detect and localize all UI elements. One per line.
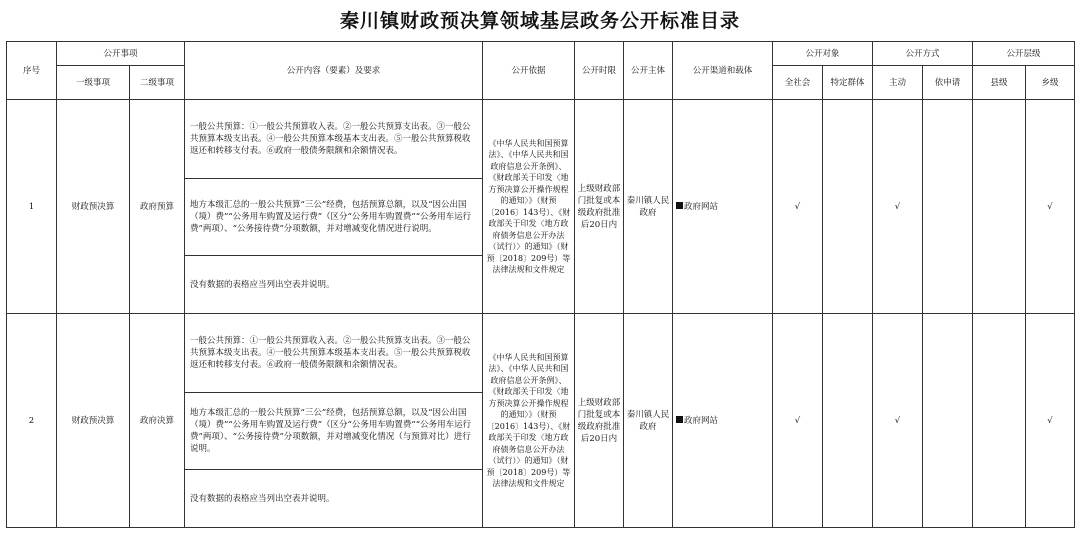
row-specific-group xyxy=(823,314,873,528)
header-object-group: 公开对象 xyxy=(773,42,873,66)
row-all-society: √ xyxy=(773,314,823,528)
header-level2: 二级事项 xyxy=(130,66,185,100)
row-active: √ xyxy=(873,100,923,314)
row-requirement-1: 一般公共预算：①一般公共预算收入表。②一般公共预算支出表。③一般公共预算本级支出表。④一般公共预算本级基本支出表。⑤一般公共预算税收返还和转移支付表。⑥政府一般债务限额和余额情况表。 xyxy=(185,100,483,179)
row-requirement-1: 一般公共预算：①一般公共预算收入表。②一般公共预算支出表。③一般公共预算本级支出表。④一般公共预算本级基本支出表。⑤一般公共预算税收返还和转移支付表。⑥政府一般债务限额和余额情况表。 xyxy=(185,314,483,393)
header-specific-group: 特定群体 xyxy=(823,66,873,100)
header-content: 公开内容（要素）及要求 xyxy=(185,42,483,100)
row-level2: 政府预算 xyxy=(130,100,185,314)
header-method-group: 公开方式 xyxy=(873,42,973,66)
row-township: √ xyxy=(1026,314,1075,528)
row-channel-label: 政府网站 xyxy=(684,201,719,212)
row-specific-group xyxy=(823,100,873,314)
header-subject: 公开主体 xyxy=(624,42,673,100)
page-title: 秦川镇财政预决算领域基层政务公开标准目录 xyxy=(339,10,740,32)
header-row-1 xyxy=(7,42,1075,66)
row-level2: 政府决算 xyxy=(130,314,185,528)
black-square-icon xyxy=(676,416,683,423)
header-on-request: 依申请 xyxy=(923,66,973,100)
header-channel: 公开渠道和载体 xyxy=(673,42,773,100)
header-township: 乡级 xyxy=(1026,66,1075,100)
header-level-group: 公开层级 xyxy=(973,42,1075,66)
header-active: 主动 xyxy=(873,66,923,100)
row-requirement-2: 地方本级汇总的一般公共预算“三公”经费，包括预算总额，以及“因公出国（境）费”“公务用车购置及运行费”（区分“公务用车购置费”“公务用车运行费”两项）、“公务接待费”分项数额，并对增减变化情况（与预算对比）进行说明。 xyxy=(185,393,483,470)
row-on-request xyxy=(923,100,973,314)
row-all-society: √ xyxy=(773,100,823,314)
header-items-group: 公开事项 xyxy=(57,42,185,66)
row-level1: 财政预决算 xyxy=(57,100,130,314)
table-row xyxy=(7,100,1075,179)
row-subject: 秦川镇人民政府 xyxy=(624,100,673,314)
header-time: 公开时限 xyxy=(575,42,624,100)
row-requirement-3: 没有数据的表格应当列出空表并说明。 xyxy=(185,470,483,528)
row-channel xyxy=(673,100,773,314)
table-row xyxy=(7,314,1075,393)
row-time: 上级财政部门批复或本级政府批准后20日内 xyxy=(575,100,624,314)
header-basis: 公开依据 xyxy=(483,42,575,100)
header-county: 县级 xyxy=(973,66,1026,100)
row-on-request xyxy=(923,314,973,528)
row-requirement-2: 地方本级汇总的一般公共预算“三公”经费，包括预算总额，以及“因公出国（境）费”“公务用车购置及运行费”（区分“公务用车购置费”“公务用车运行费”两项）、“公务接待费”分项数额，并对增减变化情况进行说明。 xyxy=(185,179,483,256)
row-subject: 秦川镇人民政府 xyxy=(624,314,673,528)
header-all-society: 全社会 xyxy=(773,66,823,100)
row-active: √ xyxy=(873,314,923,528)
row-level1: 财政预决算 xyxy=(57,314,130,528)
row-basis: 《中华人民共和国预算法》、《中华人民共和国政府信息公开条例》、《财政部关于印发〈地方预决算公开操作规程的通知〉》（财预〔2016〕143号）、《财政部关于印发〈地方政府债务信息公开办法（试行）〉的通知》（财预〔2018〕209号）等法律法规和文件规定 xyxy=(483,100,575,314)
row-channel-label: 政府网站 xyxy=(684,415,719,426)
row-seq: 2 xyxy=(7,314,57,528)
header-level1: 一级事项 xyxy=(57,66,130,100)
standard-catalog-table xyxy=(6,41,1075,528)
row-basis: 《中华人民共和国预算法》、《中华人民共和国政府信息公开条例》、《财政部关于印发〈地方预决算公开操作规程的通知〉》（财预〔2016〕143号）、《财政部关于印发〈地方政府债务信息公开办法（试行）〉的通知》（财预〔2018〕209号）等法律法规和文件规定 xyxy=(483,314,575,528)
row-channel xyxy=(673,314,773,528)
row-requirement-3: 没有数据的表格应当列出空表并说明。 xyxy=(185,256,483,314)
black-square-icon xyxy=(676,202,683,209)
row-township: √ xyxy=(1026,100,1075,314)
header-seq: 序号 xyxy=(7,42,57,100)
row-county xyxy=(973,314,1026,528)
row-seq: 1 xyxy=(7,100,57,314)
row-county xyxy=(973,100,1026,314)
row-time: 上级财政部门批复或本级政府批准后20日内 xyxy=(575,314,624,528)
